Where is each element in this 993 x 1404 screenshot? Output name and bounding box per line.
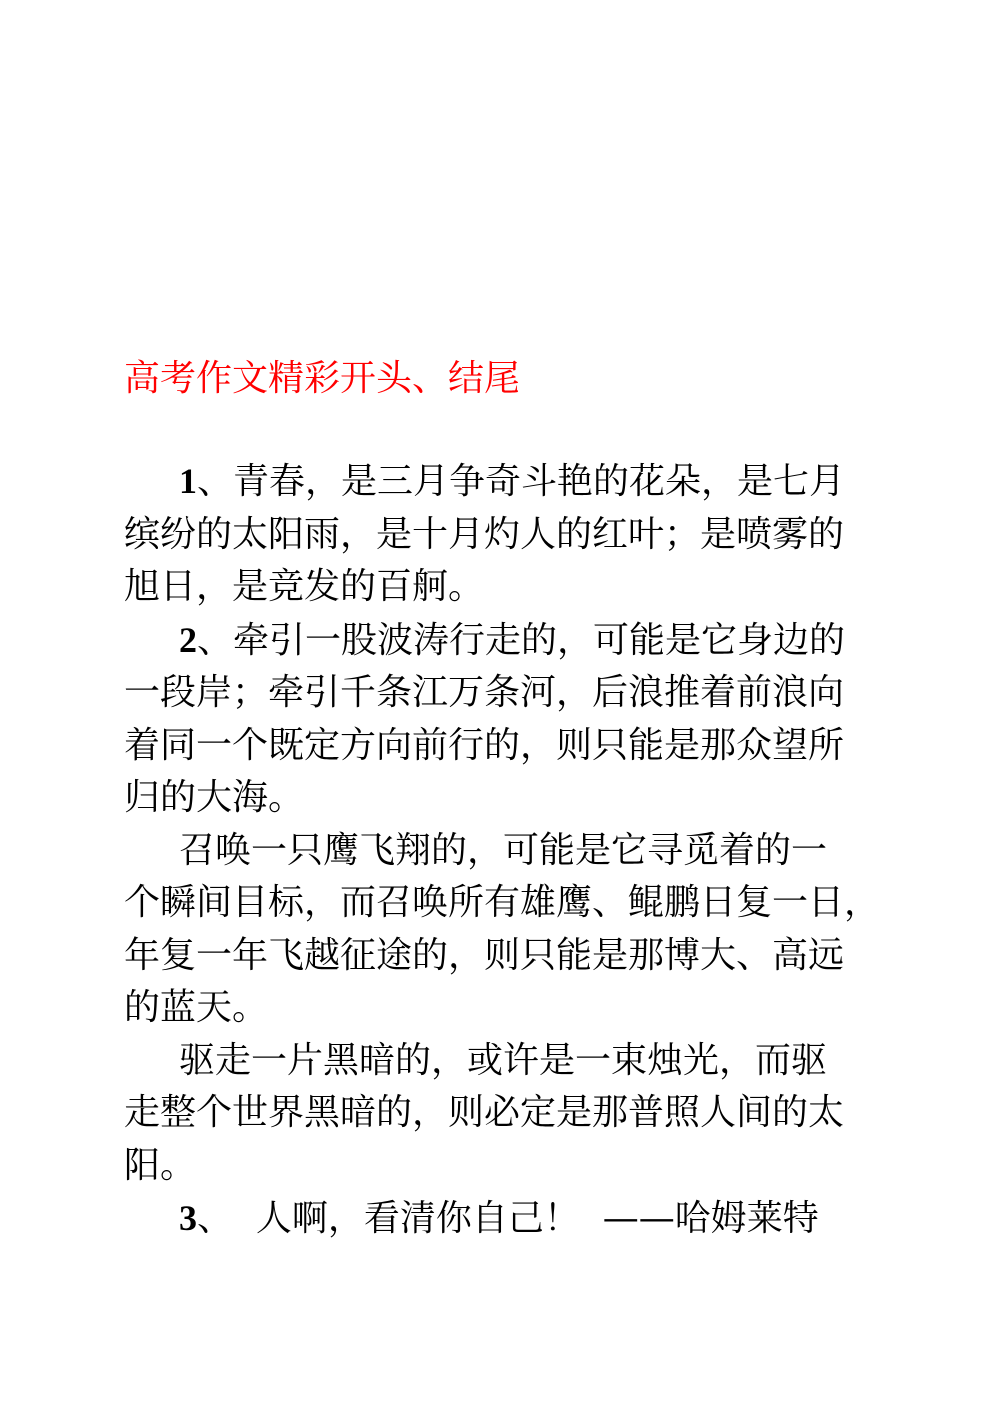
paragraph-line <box>124 455 884 509</box>
paragraph-number: 1 <box>179 461 197 501</box>
paragraph-3 <box>124 825 884 1035</box>
paragraph-1 <box>124 455 884 614</box>
paragraph-2 <box>124 614 884 825</box>
paragraph-number: 3 <box>179 1198 197 1238</box>
document-body <box>124 455 884 1246</box>
document-title: 高考作文精彩开头、结尾 <box>124 358 521 399</box>
paragraph-line <box>124 1035 884 1088</box>
paragraph-line: 缤纷的太阳雨，是十月灼人的红叶；是喷雾的 <box>124 513 845 555</box>
paragraph-number: 2 <box>179 619 197 660</box>
paragraph-line <box>124 1192 884 1246</box>
paragraph-text: 、牵引一股波涛行走的，可能是它身边的 <box>197 619 846 661</box>
paragraph-5 <box>124 1192 884 1246</box>
paragraph-text: 、青春，是三月争奇斗艳的花朵，是七月 <box>197 461 846 502</box>
paragraph-line <box>124 614 884 668</box>
paragraph-line <box>124 825 884 878</box>
paragraph-line: 着同一个既定方向前行的，则只能是那众望所 <box>124 724 845 766</box>
paragraph-line: 阳。 <box>124 1144 197 1186</box>
paragraph-line: 走整个世界黑暗的，则必定是那普照人间的太 <box>124 1092 845 1133</box>
paragraph-text: 召唤一只鹰飞翔的，可能是它寻觅着的一 <box>179 829 828 871</box>
paragraph-text: 驱走一片黑暗的，或许是一束烛光，而驱 <box>179 1039 828 1081</box>
paragraph-4 <box>124 1035 884 1193</box>
paragraph-line: 年复一年飞越征途的，则只能是那博大、高远 <box>124 934 845 976</box>
paragraph-line: 的蓝天。 <box>124 987 269 1028</box>
paragraph-line: 归的大海。 <box>124 777 305 818</box>
paragraph-line: 个瞬间目标，而召唤所有雄鹰、鲲鹏日复一日， <box>124 882 881 923</box>
paragraph-text: 、 人啊，看清你自己！ ——哈姆莱特 <box>197 1198 819 1239</box>
paragraph-line: 旭日，是竞发的百舸。 <box>124 566 485 607</box>
paragraph-line: 一段岸；牵引千条江万条河，后浪推着前浪向 <box>124 672 845 713</box>
